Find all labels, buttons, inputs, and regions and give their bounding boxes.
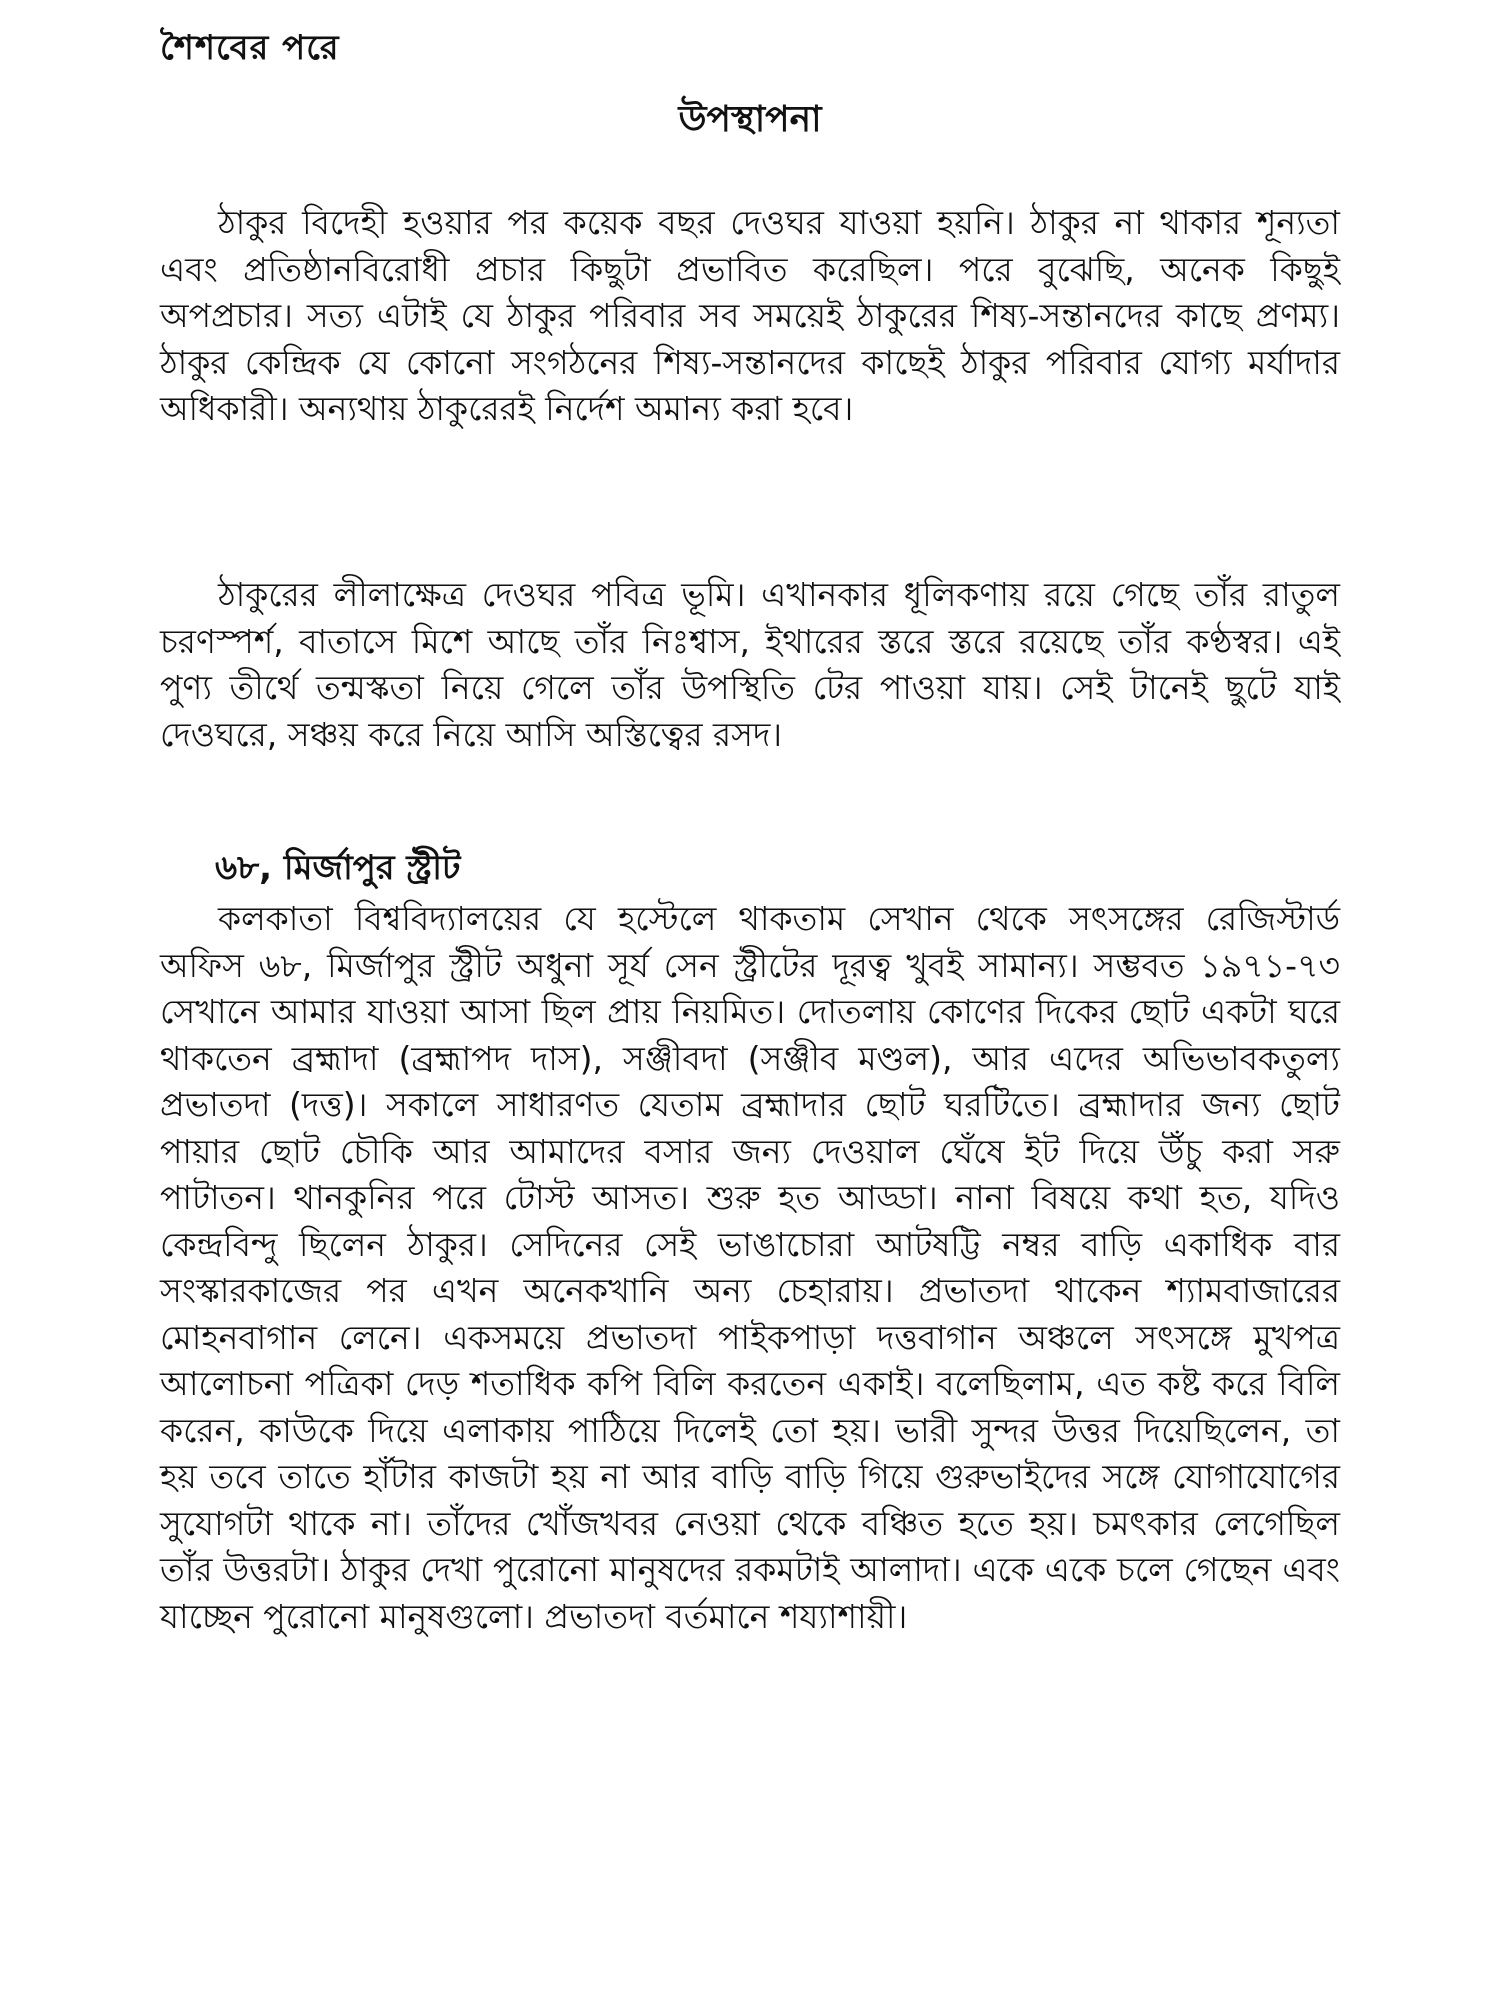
section-text [160, 896, 1340, 1640]
paragraph: কলকাতা বিশ্ববিদ্যালয়ের যে হস্টেলে থাকতাম সেখান থেকে সৎসঙ্গের রেজিস্টার্ড অফিস ৬৮, মির্জাপুর স্ট্রীট অধুনা সূর্য সেন স্ট্রীটের দূরত্ব খুবই সামান্য। সম্ভবত ১৯৭১-৭৩ সেখানে আমার যাওয়া আসা ছিল প্রায় নিয়মিত। দোতলায় কোণের দিকের ছোট একটা ঘরে থাকতেন ব্রহ্মাদা (ব্রহ্মাপদ দাস), সঞ্জীবদা (সঞ্জীব মণ্ডল), আর এদের অভিভাবকতুল্য প্রভাতদা (দত্ত)। সকালে সাধারণত যেতাম ব্রহ্মাদার ছোট ঘরটিতে। ব্রহ্মাদার জন্য ছোট পায়ার ছোট চৌকি আর আমাদের বসার জন্য দেওয়াল ঘেঁষে ইট দিয়ে উঁচু করা সরু পাটাতন। থানকুনির পরে টোস্ট আসত। শুরু হত আড্ডা। নানা বিষয়ে কথা হত, যদিও কেন্দ্রবিন্দু ছিলেন ঠাকুর। সেদিনের সেই ভাঙাচোরা আটষট্টি নম্বর বাড়ি একাধিক বার সংস্কারকাজের পর এখন অনেকখানি অন্য চেহারায়। প্রভাতদা থাকেন শ্যামবাজারের মোহনবাগান লেনে। একসময়ে প্রভাতদা পাইকপাড়া দত্তবাগান অঞ্চলে সৎসঙ্গে মুখপত্র আলোচনা পত্রিকা দেড় শতাধিক কপি বিলি করতেন একাই। বলেছিলাম, এত কষ্ট করে বিলি করেন, কাউকে দিয়ে এলাকায় পাঠিয়ে দিলেই তো হয়। ভারী সুন্দর উত্তর দিয়েছিলেন, তা হয় তবে তাতে হাঁটার কাজটা হয় না আর বাড়ি বাড়ি গিয়ে গুরুভাইদের সঙ্গে যোগাযোগের সুযোগটা থাকে না। তাঁদের খোঁজখবর নেওয়া থেকে বঞ্চিত হতে হয়। চমৎকার লেগেছিল তাঁর উত্তরটা। ঠাকুর দেখা পুরোনো মানুষদের রকমটাই আলাদা। একে একে চলে গেছেন এবং যাচ্ছেন পুরোনো মানুষগুলো। প্রভাতদা বর্তমানে শয্যাশায়ী। [160, 899, 1340, 1636]
intro-text-2 [160, 572, 1340, 758]
section-heading: ৬৮, মির্জাপুর স্ট্রীট [215, 848, 461, 888]
paragraph: ঠাকুরের লীলাক্ষেত্র দেওঘর পবিত্র ভূমি। এখানকার ধূলিকণায় রয়ে গেছে তাঁর রাতুল চরণস্পর্শ, বাতাসে মিশে আছে তাঁর নিঃশ্বাস, ইথারের স্তরে স্তরে রয়েছে তাঁর কণ্ঠস্বর। এই পুণ্য তীর্থে তন্মস্কতা নিয়ে গেলে তাঁর উপস্থিতি টের পাওয়া যায়। সেই টানেই ছুটে যাই দেওঘরে, সঞ্চয় করে নিয়ে আসি অস্তিত্বের রসদ। [160, 575, 1340, 754]
intro-text [160, 200, 1340, 433]
running-head: শৈশবের পরে [160, 28, 340, 68]
paragraph: ঠাকুর বিদেহী হওয়ার পর কয়েক বছর দেওঘর যাওয়া হয়নি। ঠাকুর না থাকার শূন্যতা এবং প্রতিষ্ঠানবিরোধী প্রচার কিছুটা প্রভাবিত করেছিল। পরে বুঝেছি, অনেক কিছুই অপপ্রচার। সত্য এটাই যে ঠাকুর পরিবার সব সময়েই ঠাকুরের শিষ্য-সন্তানদের কাছে প্রণম্য। ঠাকুর কেন্দ্রিক যে কোনো সংগঠনের শিষ্য-সন্তানদের কাছেই ঠাকুর পরিবার যোগ্য মর্যাদার অধিকারী। অন্যথায় ঠাকুরেরই নির্দেশ অমান্য করা হবে। [160, 203, 1340, 428]
chapter-title: উপস্থাপনা [678, 99, 822, 140]
